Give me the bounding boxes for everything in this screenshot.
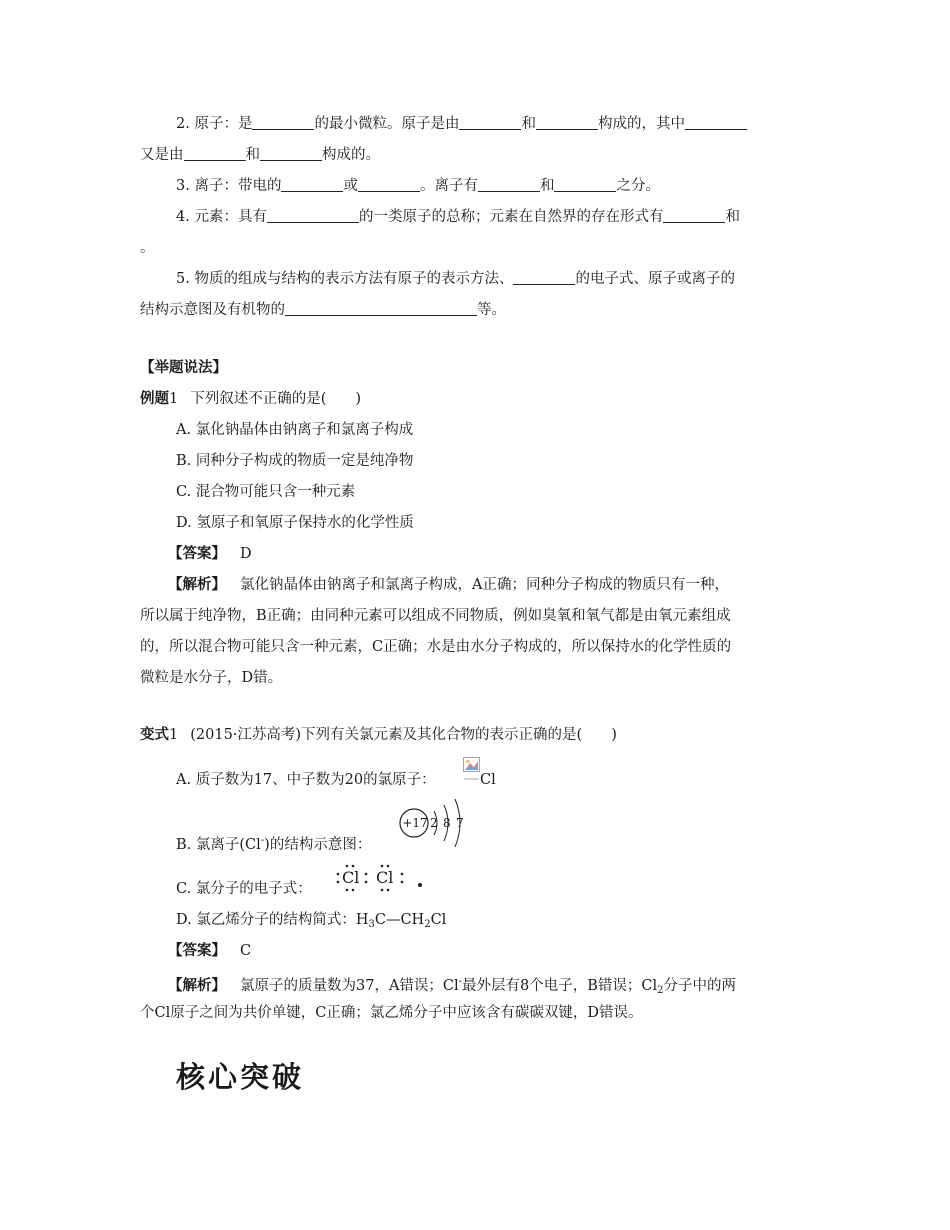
lewis-atom-1: Cl	[342, 868, 360, 887]
variant1-option-d	[176, 910, 446, 935]
variant1-option-c	[176, 879, 312, 899]
option-b-superscript: -	[260, 835, 265, 846]
example1-option-c: C. 混合物可能只含一种元素	[176, 484, 356, 500]
blank[interactable]	[663, 208, 725, 223]
q3-line	[176, 176, 660, 196]
option-d-text-c: Cl	[430, 912, 447, 928]
q4-text-b: 的一类原子的总称；元素在自然界的存在形式有	[358, 209, 664, 225]
variant-stem: (2015·江苏高考)下列有关氯元素及其化合物的表示正确的是( )	[190, 727, 617, 743]
section-heading: 核心突破	[176, 1060, 305, 1094]
variant1-option-b	[176, 831, 371, 855]
q2-line2	[140, 145, 380, 165]
example1-analysis-line4: 微粒是水分子，D错。	[140, 670, 283, 686]
variant1-answer-line	[168, 941, 251, 961]
example-number: 1	[169, 391, 179, 407]
chloride-ion-diagram	[398, 795, 478, 855]
answer-label: 【答案】	[168, 546, 226, 562]
q3-text-b: 或	[343, 178, 358, 194]
q5-text-c: 结构示意图及有机物的	[140, 302, 285, 318]
analysis-subscript: 2	[657, 985, 664, 996]
chlorine-lewis-structure	[330, 860, 420, 896]
q3-text-d: 和	[539, 178, 555, 194]
q4-end: 。	[140, 240, 155, 256]
answer-label: 【答案】	[168, 943, 226, 959]
example1-analysis-line3: 的，所以混合物可能只含一种元素，C正确；水是由水分子构成的，所以保持水的化学性质的	[140, 639, 732, 655]
example1-option-b: B. 同种分子构成的物质一定是纯净物	[176, 453, 414, 469]
analysis-label: 【解析】	[168, 978, 226, 994]
variant-label: 变式	[140, 727, 169, 743]
variant1-option-a	[176, 770, 436, 790]
analysis-label: 【解析】	[168, 577, 226, 593]
option-b-text-b: )的结构示意图：	[264, 837, 372, 853]
q2-line1	[176, 114, 747, 134]
example1-analysis-line2: 所以属于纯净物，B正确；由同种元素可以组成不同物质，例如臭氧和氧气都是由氧元素组成	[140, 608, 731, 624]
q5-line1	[176, 269, 735, 289]
q5-text-b: 的电子式、原子或离子的	[575, 271, 735, 287]
example-label: 例题	[140, 391, 169, 407]
q2-text-b: 的最小微粒。原子是由	[314, 116, 460, 132]
blank[interactable]	[184, 146, 246, 161]
blank[interactable]	[281, 177, 343, 192]
q5-line2	[140, 300, 506, 320]
blank[interactable]	[267, 208, 359, 223]
variant1-analysis-line1	[168, 972, 736, 1001]
shell-1-count: 2	[430, 816, 438, 830]
option-d-sub-1: 3	[368, 919, 375, 930]
chlorine-symbol: Cl	[480, 772, 496, 788]
answer-value: D	[240, 546, 252, 562]
shell-2-count: 8	[443, 816, 451, 830]
example1-stem-line	[140, 389, 361, 409]
option-d-text-b: C—CH	[374, 912, 425, 928]
q2-text-f: 和	[245, 147, 260, 163]
analysis-text: 氯化钠晶体由钠离子和氯离子构成，A正确；同种分子构成的物质只有一种，	[240, 577, 729, 593]
blank[interactable]	[536, 115, 598, 130]
answer-value: C	[240, 943, 252, 959]
q5-text-a: 5. 物质的组成与结构的表示方法有原子的表示方法、	[176, 271, 514, 287]
example-stem: 下列叙述不正确的是( )	[190, 391, 362, 407]
option-a-text: A. 质子数为17、中子数为20的氯原子：	[176, 772, 436, 788]
analysis-text-c: 分子中的两	[663, 978, 737, 994]
variant1-stem-line	[140, 725, 617, 745]
q4-text-c: 和	[725, 209, 740, 225]
option-d-sub-2: 2	[424, 919, 431, 930]
q5-text-d: 等。	[477, 302, 506, 318]
broken-image-icon	[463, 757, 481, 781]
variant-number: 1	[169, 727, 179, 743]
q4-line2	[140, 238, 155, 258]
option-c-text: C. 氯分子的电子式：	[176, 881, 312, 897]
q4-line1	[176, 207, 740, 227]
option-b-text-a: B. 氯离子(Cl	[176, 837, 261, 853]
analysis-text-b: 最外层有8个电子，B错误；Cl	[462, 978, 658, 994]
q2-text-g: 构成的。	[322, 147, 380, 163]
q3-text-a: 3. 离子：带电的	[176, 178, 282, 194]
section-title: 【举题说法】	[140, 360, 227, 376]
blank[interactable]	[478, 177, 540, 192]
blank[interactable]	[459, 115, 521, 130]
analysis-superscript: -	[458, 976, 463, 987]
blank[interactable]	[513, 270, 575, 285]
example1-answer-line	[168, 544, 252, 564]
example1-option-d: D. 氢原子和氧原子保持水的化学性质	[176, 515, 414, 531]
analysis-text-a: 氯原子的质量数为37，A错误；Cl	[240, 978, 459, 994]
shell-3-count: 7	[456, 816, 464, 830]
nucleus-charge: +17	[402, 816, 428, 830]
q2-text-e: 又是由	[140, 147, 184, 163]
blank[interactable]	[260, 146, 322, 161]
q2-text-a: 2. 原子：是	[176, 116, 253, 132]
blank[interactable]	[358, 177, 420, 192]
q4-text-a: 4. 元素：具有	[176, 209, 267, 225]
blank[interactable]	[285, 301, 477, 316]
lewis-trailing-dot	[418, 883, 422, 887]
blank[interactable]	[252, 115, 314, 130]
q3-text-c: 。离子有	[419, 178, 478, 194]
blank[interactable]	[685, 115, 747, 130]
example1-analysis-line1	[168, 575, 729, 595]
blank[interactable]	[554, 177, 616, 192]
example1-option-a: A. 氯化钠晶体由钠离子和氯离子构成	[176, 422, 414, 438]
lewis-atom-2: Cl	[376, 868, 394, 887]
variant1-analysis-line2: 个Cl原子之间为共价单键，C正确；氯乙烯分子中应该含有碳碳双键，D错误。	[140, 1005, 643, 1021]
q2-text-c: 和	[521, 116, 536, 132]
q3-text-e: 之分。	[616, 178, 660, 194]
option-d-text-a: D. 氯乙烯分子的结构简式：H	[176, 912, 369, 928]
q2-text-d: 构成的，其中	[597, 116, 685, 132]
